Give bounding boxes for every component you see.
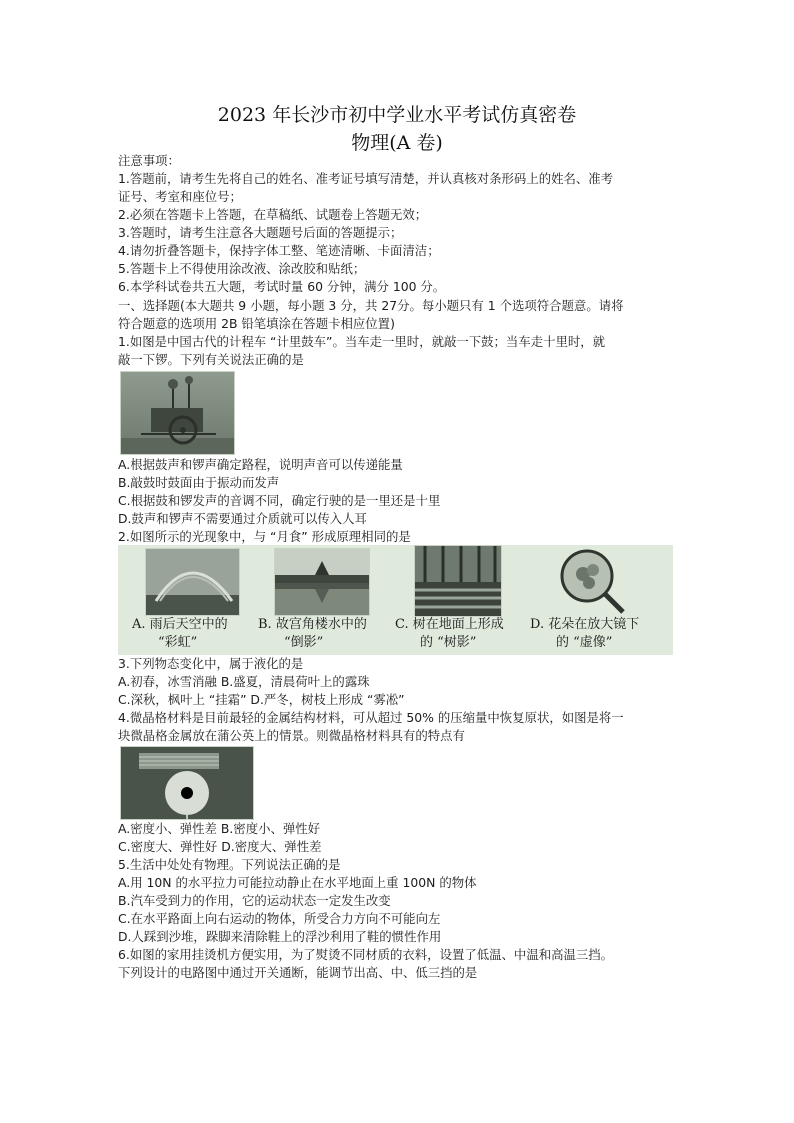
option-c-caption-2: 的 “树影” [420,635,477,650]
question-4-stem: 4.微晶格材料是目前最轻的金属结构材料，可从超过 50% 的压缩量中恢复原状，如图是将一 [118,710,624,725]
question-1-option: A.根据鼓声和锣声确定路程，说明声音可以传递能量 [118,457,403,472]
question-4-options: A.密度小、弹性差 B.密度小、弹性好 [118,821,321,836]
option-b-caption-2: “倒影” [284,635,324,650]
tree-shadow-photo [414,545,502,617]
question-1-stem-cont: 敲一下锣。下列有关说法正确的是 [118,352,304,367]
question-6-stem: 6.如图的家用挂烫机方便实用，为了熨烫不同材质的衣料，设置了低温、中温和高温三挡。 [118,947,614,962]
section-heading-cont: 符合题意的选项用 2B 铅笔填涂在答题卡相应位置) [118,316,395,331]
option-d-caption: D. 花朵在放大镜下 [530,617,640,632]
question-4-options: C.密度大、弹性好 D.密度大、弹性差 [118,839,322,854]
question-3-options: C.深秋，枫叶上 “挂霜” D.严冬，树枝上形成 “雾凇” [118,692,405,707]
question-3-stem: 3.下列物态变化中，属于液化的是 [118,656,304,671]
magnifier-photo [557,546,627,614]
note-item: 证号、考室和座位号； [118,189,242,204]
option-d-caption-2: 的 “虚像” [556,635,613,650]
question-1-option: D.鼓声和锣声不需要通过介质就可以传入人耳 [118,511,367,526]
option-a-caption: A. 雨后天空中的 [132,617,228,632]
section-heading: 一、选择题(本大题共 9 小题，每小题 3 分，共 27分。每小题只有 1 个选项符合题意。请将 [118,298,624,313]
question-5-stem: 5.生活中处处有物理。下列说法正确的是 [118,857,341,872]
question-2-stem: 2.如图所示的光现象中，与 “月食” 形成原理相同的是 [118,529,411,544]
option-b-caption: B. 故宫角楼水中的 [258,617,367,632]
note-item: 2.必须在答题卡上答题，在草稿纸、试题卷上答题无效； [118,207,428,222]
notes-heading: 注意事项： [118,153,180,168]
question-1-option: C.根据鼓和锣发声的音调不同，确定行驶的是一里还是十里 [118,493,441,508]
question-1-stem: 1.如图是中国古代的计程车 “计里鼓车”。当车走一里时，就敲一下鼓；当车走十里时，就 [118,334,606,349]
question-3-options: A.初春，冰雪消融 B.盛夏，清晨荷叶上的露珠 [118,674,370,689]
question-5-option: D.人踩到沙堆，跺脚来清除鞋上的浮沙利用了鞋的惯性作用 [118,929,442,944]
note-item: 3.答题时，请考生注意各大题题号后面的答题提示； [118,225,403,240]
question-1-option: B.敲鼓时鼓面由于振动而发声 [118,475,280,490]
dandelion-photo [120,746,254,820]
question-5-option: B.汽车受到力的作用，它的运动状态一定发生改变 [118,893,391,908]
question-5-option: C.在水平路面上向右运动的物体，所受合力方向不可能向左 [118,911,441,926]
question-5-option: A.用 10N 的水平拉力可能拉动静止在水平地面上重 100N 的物体 [118,875,477,890]
note-item: 1.答题前，请考生先将自己的姓名、准考证号填写清楚，并认真核对条形码上的姓名、准考 [118,171,614,186]
drum-cart-photo [120,371,235,455]
note-item: 5.答题卡上不得使用涂改液、涂改胶和贴纸； [118,261,366,276]
option-a-caption-2: “彩虹” [158,635,198,650]
question-6-stem-cont: 下列设计的电路图中通过开关通断，能调节出高、中、低三挡的是 [118,965,478,980]
exam-title: 2023 年长沙市初中学业水平考试仿真密卷 [217,104,577,126]
note-item: 6.本学科试卷共五大题，考试时量 60 分钟，满分 100 分。 [118,279,446,294]
question-4-stem-cont: 块微晶格金属放在蒲公英上的情景。则微晶格材料具有的特点有 [118,728,465,743]
exam-subtitle: 物理(A 卷) [351,132,443,154]
note-item: 4.请勿折叠答题卡，保持字体工整、笔迹清晰、卡面清洁； [118,243,440,258]
reflection-photo [274,548,370,616]
option-c-caption: C. 树在地面上形成 [395,617,504,632]
rainbow-photo [145,548,240,616]
